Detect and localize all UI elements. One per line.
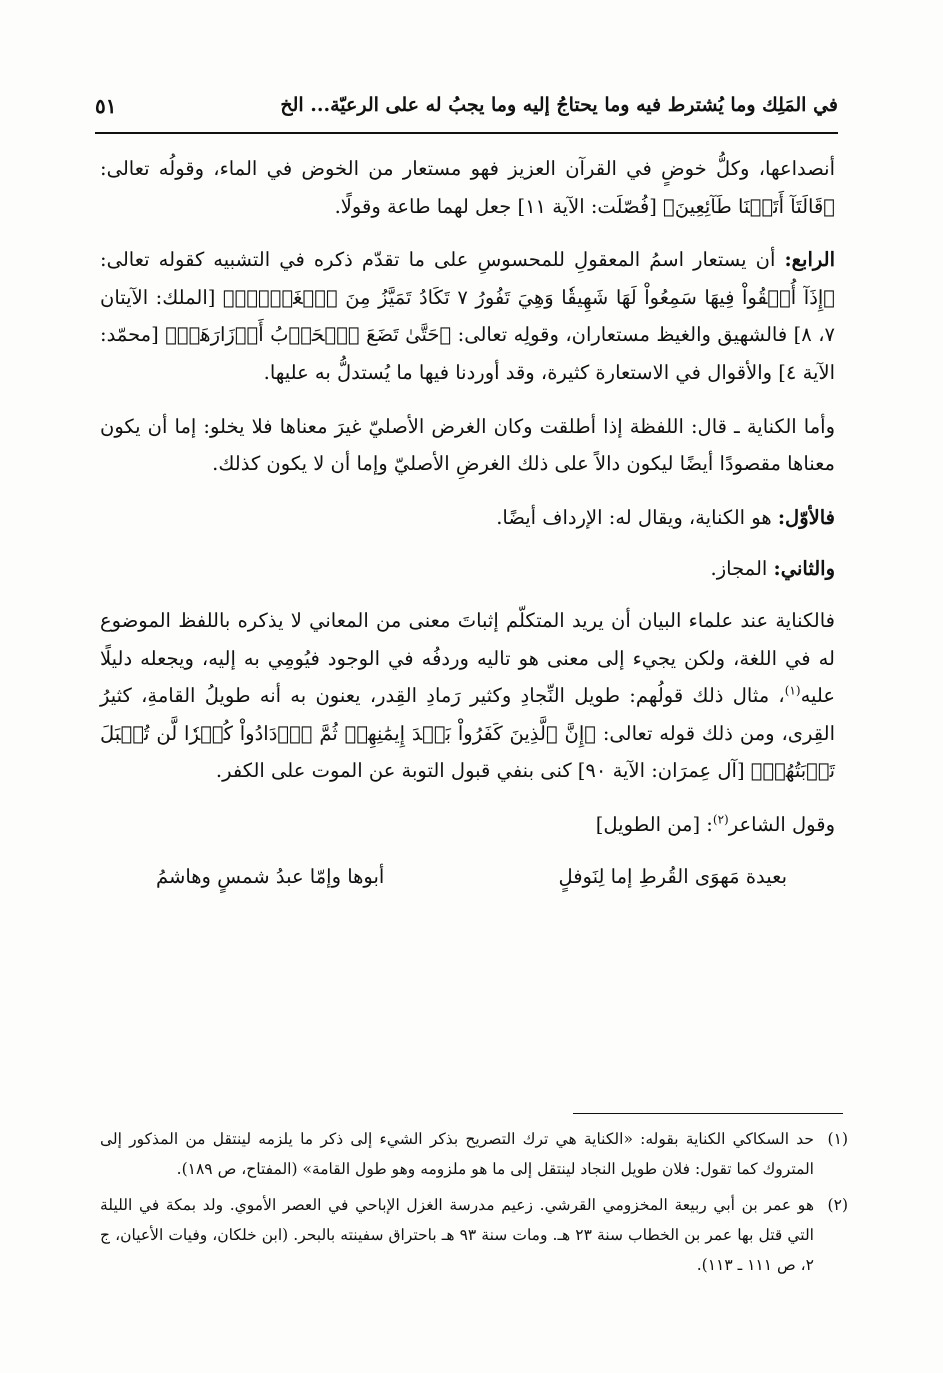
paragraph-3 <box>100 408 835 483</box>
paragraph-6-text-b: ، مثال ذلك قولُهم: طويل النِّجادِ وكثير رَمادِ القِدر، يعنون به أنه طويلُ القامةِ، كثيرُ القِرى، ومن ذلك قوله تعالى: ﴿إِنَّ ٱلَّذِينَ كَفَرُواْ بَعۡدَ إِيمَٰنِهِمۡ ثُمَّ ٱزۡدَادُواْ كُفۡرٗا لَّن تُقۡبَلَ تَوۡبَتُهُمۡ﴾ [آل عِمرَان: الآية ٩٠] كنى بنفي قبول التوبة عن الموت على الكفر. <box>100 684 835 783</box>
footnote-1-number: (١) <box>827 1130 848 1148</box>
paragraph-7 <box>100 806 835 844</box>
paragraph-2-text: أن يستعار اسمُ المعقولِ للمحسوسِ على ما تقدّم ذكره في التشبيه كقوله تعالى: ﴿إِذَآ أُلۡقُواْ فِيهَا سَمِعُواْ لَهَا شَهِيقٗا وَهِيَ تَفُورُ ٧ تَكَادُ تَمَيَّزُ مِنَ ٱلۡغَيۡظِۖ﴾ [الملك: الآيتان ٧، ٨] فالشهيق والغيظ مستعاران، وقولِه تعالى: ﴿حَتَّىٰ تَضَعَ ٱلۡحَرۡبُ أَوۡزَارَهَاۚ﴾ [محمّد: الآية ٤] والأقوال في الاستعارة كثيرة، وقد أوردنا فيها ما يُستدلُّ به عليها. <box>100 248 835 384</box>
footnote-2-text: هو عمر بن أبي ربيعة المخزومي القرشي. زعيم مدرسة الغزل الإباحي في العصر الأموي. ولد بمكة في الليلة التي قتل بها عمر بن الخطاب سنة ٢٣ هـ. ومات سنة ٩٣ هـ باحتراق سفينته بالبحر. (ابن خلكان، وفيات الأعيان، ج ٢، ص ١١١ ـ ١١٣). <box>100 1196 814 1274</box>
footnote-2 <box>100 1190 848 1280</box>
paragraph-1 <box>100 150 835 225</box>
paragraph-5-text: المجاز. <box>710 557 774 581</box>
paragraph-1-text: أنصداعها، وكلُّ خوضٍ في القرآن العزيز فهو مستعار من الخوض في الماء، وقولُه تعالى: ﴿قَالَتَآ أَتَيۡنَا طَآئِعِينَ﴾ [فُصّلَت: الآية ١١] جعل لهما طاعة وقولًا. <box>100 157 835 218</box>
page-number: ٥١ <box>95 94 117 118</box>
paragraph-4-text: هو الكناية، ويقال له: الإرداف أيضًا. <box>496 505 778 529</box>
running-title: في المَلِك وما يُشترط فيه وما يحتاجُ إليه وما يجبُ له على الرعيّة... الخ <box>280 94 838 116</box>
footnote-divider <box>573 1113 843 1114</box>
footnote-1 <box>100 1124 848 1184</box>
footnote-ref-1[interactable]: (١) <box>784 683 801 698</box>
paragraph-6-text-a: فالكناية عند علماء البيان أن يريد المتكلّم إثباتَ معنى من المعاني لا يذكره باللفظ الموضوع له في اللغة، ولكن يجيء إلى معنى هو تاليه وردفُه في الوجود فيُومِي به إليه، ويجعله دليلًا عليه <box>100 608 835 708</box>
footnote-2-number: (٢) <box>827 1196 848 1214</box>
footnotes <box>100 1124 848 1286</box>
paragraph-2 <box>100 241 835 391</box>
paragraph-4-lead: فالأوّل: <box>777 505 835 529</box>
running-header <box>95 88 838 134</box>
paragraph-4 <box>100 499 835 537</box>
main-text <box>100 150 835 895</box>
verse-first-hemistich: بعيدة مَهوَى القُرطِ إما لِنَوفلٍ <box>558 864 787 888</box>
poetry-verse <box>100 858 835 896</box>
paragraph-5 <box>100 550 835 588</box>
verse-second-hemistich: أبوها وإمّا عبدُ شمسٍ وهاشمُ <box>156 864 385 888</box>
footnote-ref-2[interactable]: (٢) <box>712 812 729 827</box>
paragraph-2-lead: الرابع: <box>784 248 835 272</box>
footnote-1-text: حد السكاكي الكناية بقوله: «الكناية هي ترك التصريح بذكر الشيء إلى ذكر ما يلزمه لينتقل من المذكور إلى المتروك كما تقول: فلان طويل النجاد لينتقل إلى ما هو ملزومه وهو طول القامة» (المفتاح، ص ١٨٩). <box>100 1130 814 1178</box>
paragraph-3-text: وأما الكناية ـ قال: اللفظة إذا أطلقت وكان الغرض الأصليّ غيرَ معناها فلا يخلو: إما أن يكون معناها مقصودًا أيضًا ليكون دالاً على ذلك الغرضِ الأصليّ وإما أن لا يكون كذلك. <box>100 414 835 476</box>
paragraph-6 <box>100 602 835 790</box>
paragraph-5-lead: والثاني: <box>773 557 835 581</box>
paragraph-7-text-b: : [من الطويل] <box>595 812 713 836</box>
paragraph-7-text-a: وقول الشاعر <box>728 812 835 836</box>
